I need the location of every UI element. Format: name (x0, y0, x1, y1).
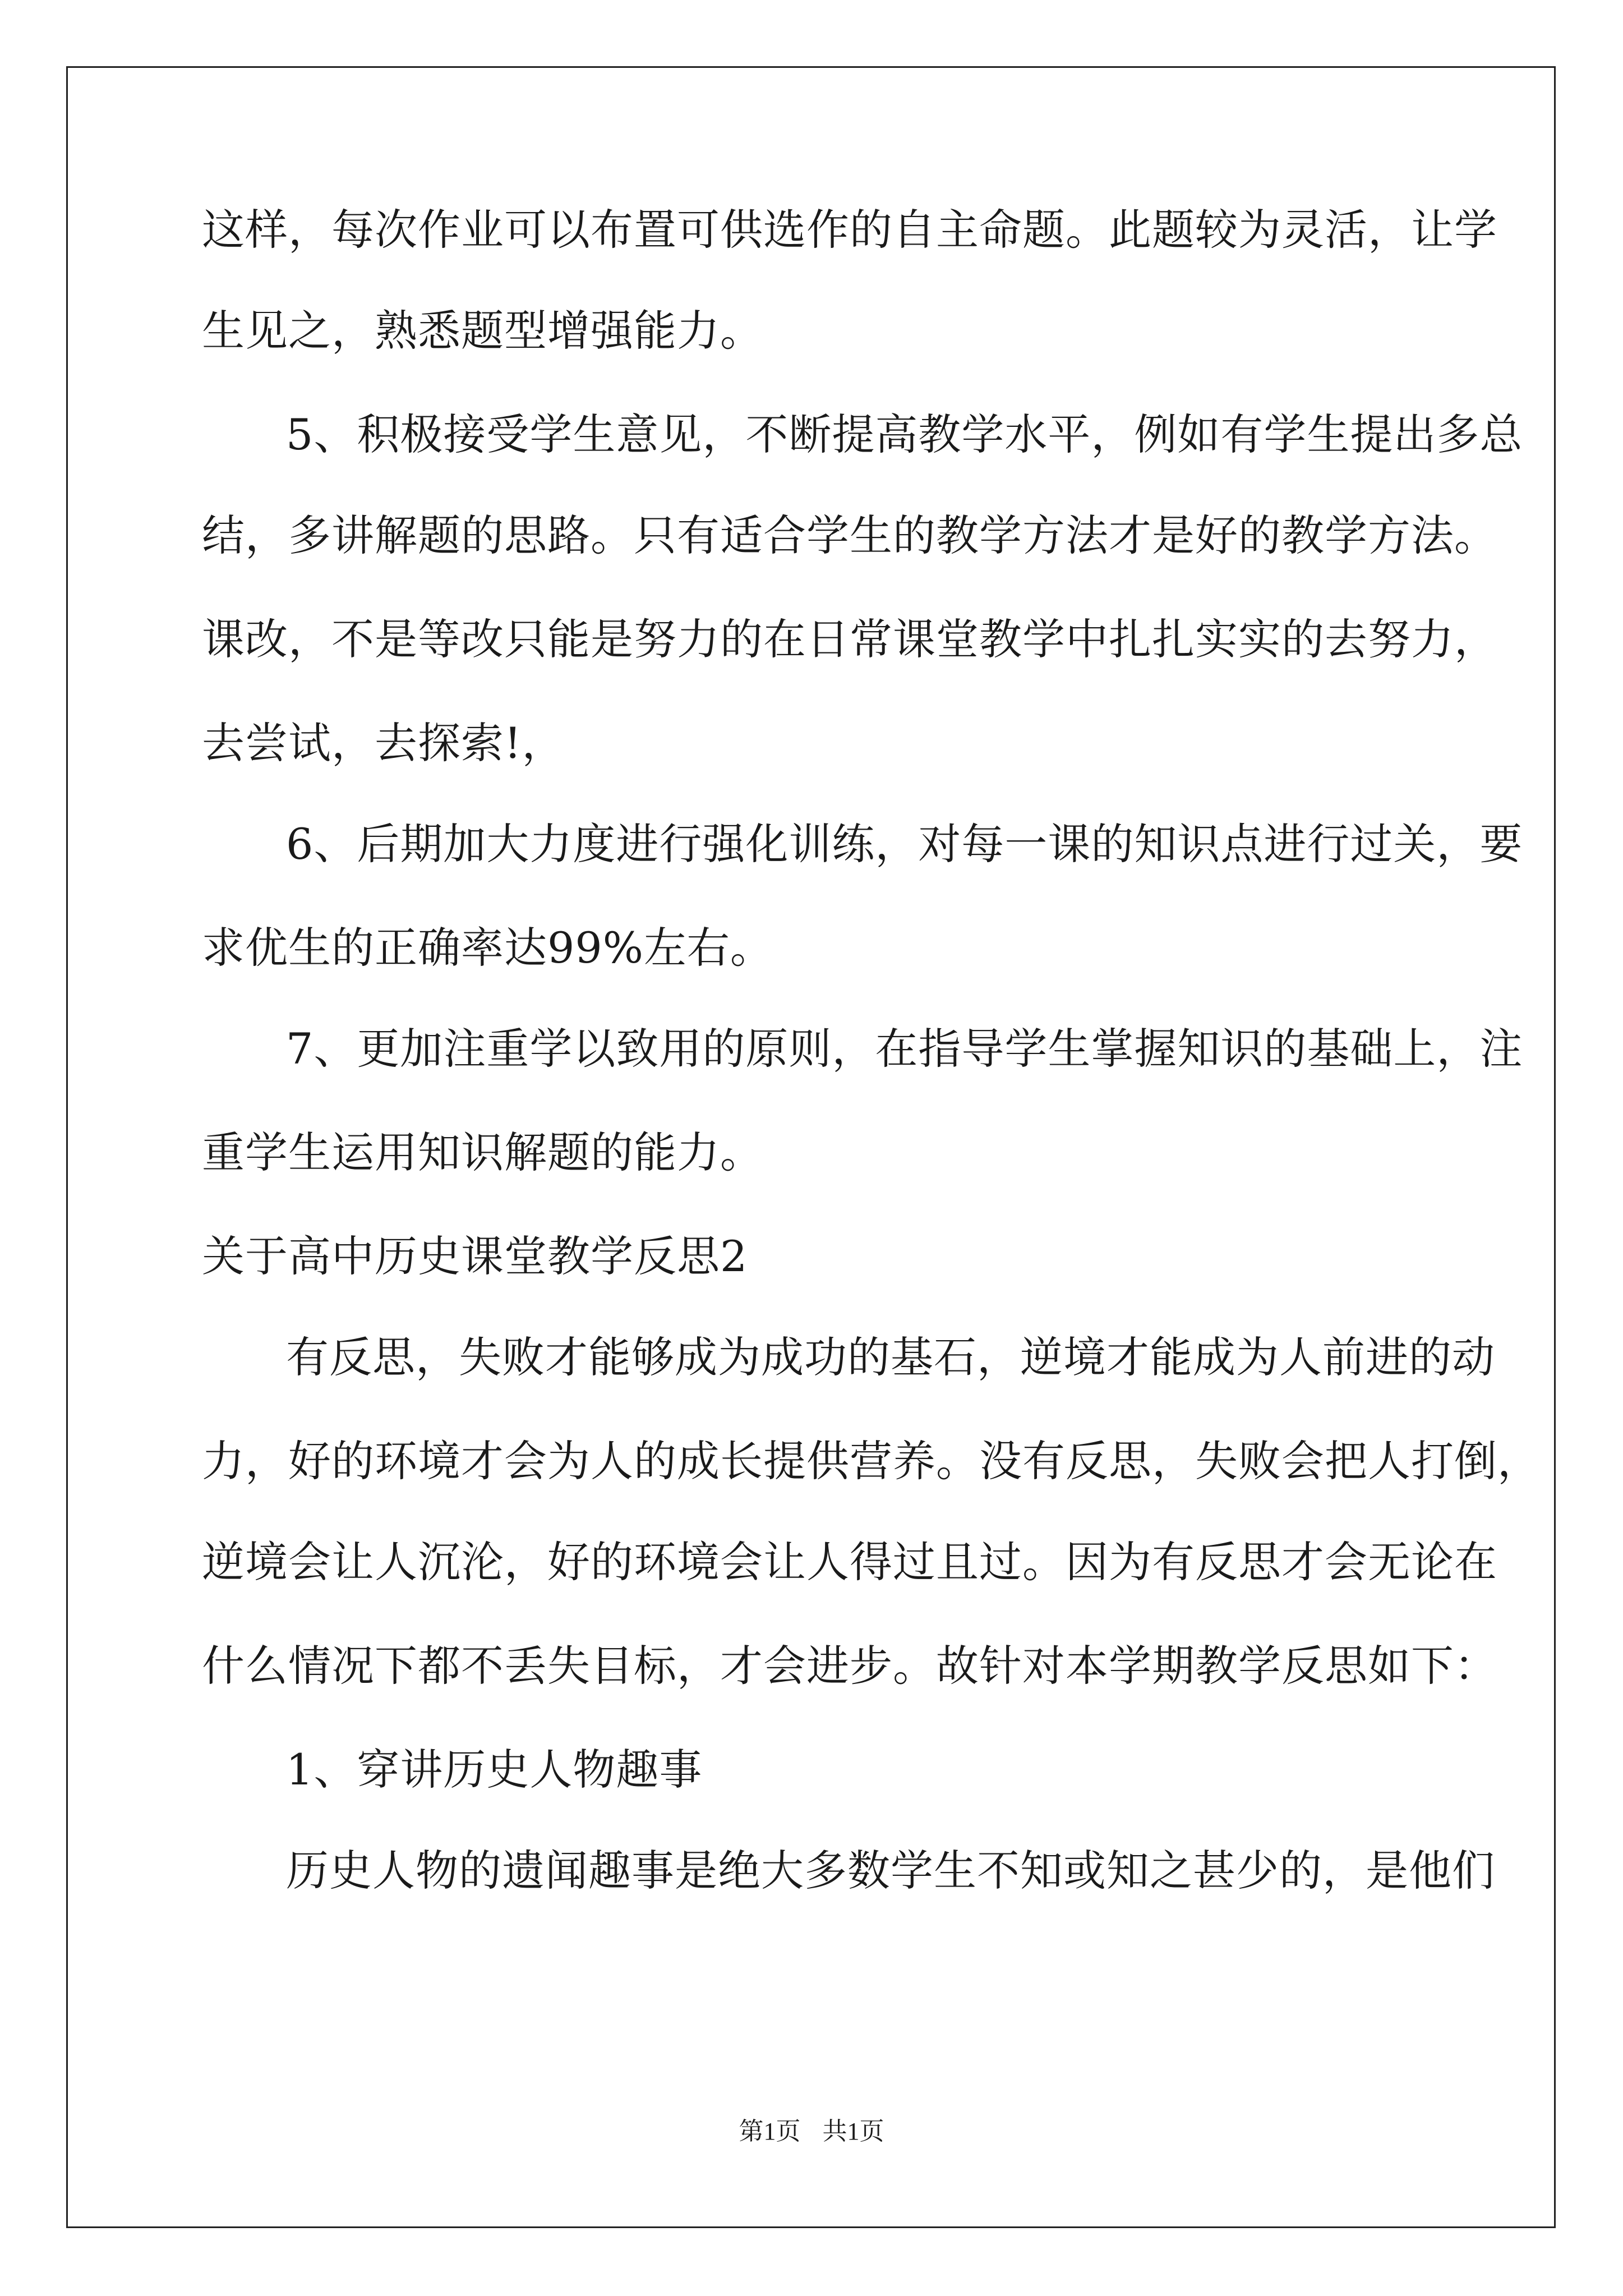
text-line: 逆境会让人沉沦，好的环境会让人得过且过。因为有反思才会无论在 (202, 1537, 1497, 1587)
text-line: 历史人物的遗闻趣事是绝大多数学生不知或知之甚少的，是他们 (286, 1846, 1495, 1895)
text-line: 这样，每次作业可以布置可供选作的自主命题。此题较为灵活，让学 (202, 205, 1497, 255)
text-line: 求优生的正确率达99%左右。 (202, 923, 773, 973)
text-line: 5、积极接受学生意见，不断提高教学水平，例如有学生提出多总 (286, 409, 1523, 459)
text-line: 结，多讲解题的思路。只有适合学生的教学方法才是好的教学方法。 (202, 510, 1497, 560)
text-line: 课改，不是等改只能是努力的在日常课堂教学中扎扎实实的去努力， (202, 614, 1497, 664)
list-item-heading: 1、穿讲历史人物趣事 (286, 1745, 703, 1795)
text-line: 有反思，失败才能够成为成功的基石，逆境才能成为人前进的动 (286, 1332, 1495, 1382)
page-footer (0, 2115, 1623, 2148)
page-number-total: 共1页 (822, 2118, 884, 2145)
text-line: 6、后期加大力度进行强化训练，对每一课的知识点进行过关，要 (286, 819, 1523, 869)
text-line: 生见之，熟悉题型增强能力。 (202, 306, 763, 356)
section-heading: 关于高中历史课堂教学反思2 (202, 1231, 748, 1281)
text-line: 7、更加注重学以致用的原则，在指导学生掌握知识的基础上，注 (286, 1024, 1523, 1074)
text-line: 去尝试，去探索!， (202, 718, 565, 768)
text-line: 力，好的环境才会为人的成长提供营养。没有反思，失败会把人打倒， (202, 1436, 1541, 1486)
text-line: 什么情况下都不丢失目标，才会进步。故针对本学期教学反思如下： (202, 1641, 1497, 1691)
text-line: 重学生运用知识解题的能力。 (202, 1128, 763, 1177)
page-number-current: 第1页 (739, 2118, 801, 2145)
